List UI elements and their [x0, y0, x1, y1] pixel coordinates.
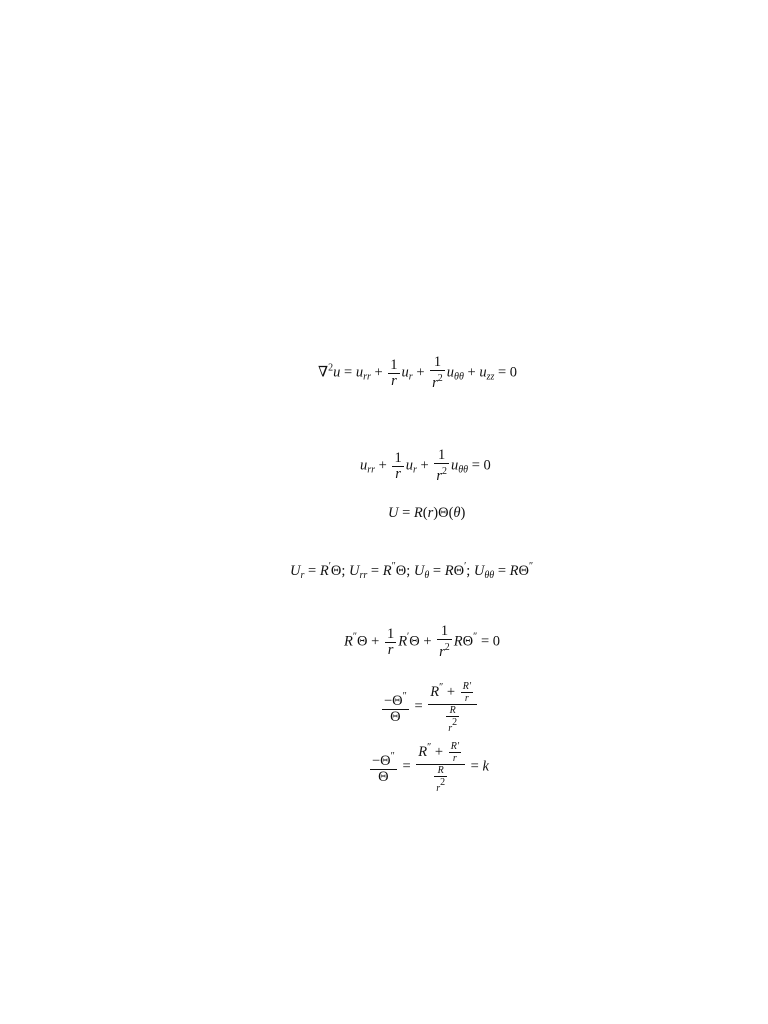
- equation-3: U = R(r)Θ(θ): [388, 505, 466, 521]
- equation-7: $\frac{-\Theta''}{\Theta}$ = R″ + $\frac{R'}{r}$ $\frac{R}{r^2}$ = k: [372, 741, 489, 795]
- equation-6: $\frac{-\Theta''}{\Theta}$ = R″ + $\frac{R'}{r}$ $\frac{R}{r^2}$: [380, 680, 479, 734]
- equation-2: $u_{rr}$ + $\frac{1}{r}$ $u_r$ + $\frac{1}{r^2}$ $u_{\theta\theta} = 0$: [360, 447, 491, 484]
- equation-5: R″Θ + $\frac{1}{r}$ R′Θ + $\frac{1}{r^2}$ RΘ″ = 0: [344, 623, 500, 660]
- equation-4: $U_r = R'\Theta$; $U_{rr} = R''\Theta$; $U_\theta = R\Theta'$; $U_{\theta\theta} = R\Theta''$: [290, 561, 534, 581]
- equation-1: $\nabla^2u = u_{rr}$ + $\frac{1}{r}$ $u_r$ + $\frac{1}{r^2}$ $u_{\theta\theta} + u_{zz} = 0$: [318, 354, 518, 391]
